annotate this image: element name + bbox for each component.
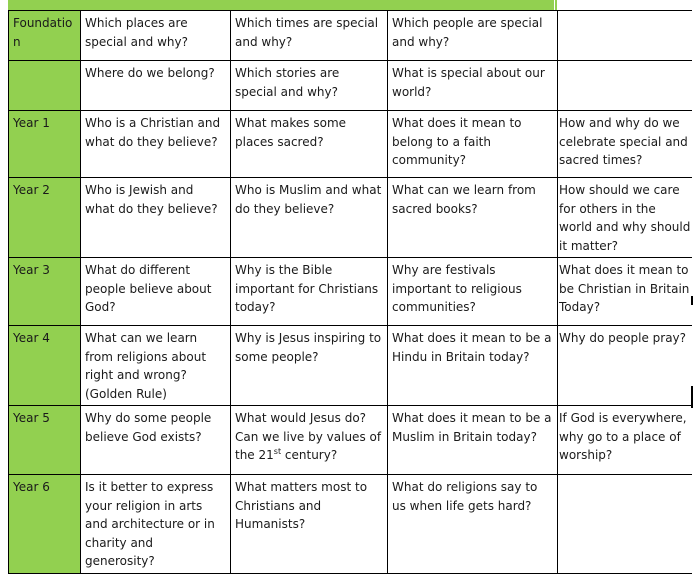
unit-question: How should we care for others in the world and why should it matter?: [558, 178, 692, 258]
unit-question: [231, 406, 388, 475]
unit-question: Why do some people believe God exists?: [81, 406, 231, 475]
curriculum-table: [8, 10, 692, 574]
year-label: Foundation: [9, 11, 81, 61]
unit-question-text-tail: century?: [281, 448, 338, 462]
unit-question: What can we learn from religions about right and wrong? (Golden Rule): [81, 326, 231, 406]
unit-question: How and why do we celebrate special and sacred times?: [558, 111, 692, 178]
table-row: [9, 11, 692, 61]
ordinal-suffix: st: [273, 447, 282, 456]
table-row: [9, 258, 692, 326]
unit-question: What does it mean to belong to a faith community?: [388, 111, 558, 178]
unit-question-text: What would Jesus do? Can we live by values of the 21: [235, 411, 382, 462]
unit-question: Why are festivals important to religious communities?: [388, 258, 558, 326]
unit-question: What matters most to Christians and Humanists?: [231, 475, 388, 574]
unit-question: Who is Jewish and what do they believe?: [81, 178, 231, 258]
unit-question: What does it mean to be a Muslim in Britain today?: [388, 406, 558, 475]
table-row: [9, 326, 692, 406]
year-label: Year 5: [9, 406, 81, 475]
unit-question: Which places are special and why?: [81, 11, 231, 61]
year-label: [9, 61, 81, 111]
year-label: Year 3: [9, 258, 81, 326]
unit-question: Why is the Bible important for Christians today?: [231, 258, 388, 326]
unit-question: Which people are special and why?: [388, 11, 558, 61]
table-row: [9, 406, 692, 475]
year-label: Year 4: [9, 326, 81, 406]
unit-question: Which stories are special and why?: [231, 61, 388, 111]
unit-question: Where do we belong?: [81, 61, 231, 111]
unit-question: What is special about our world?: [388, 61, 558, 111]
year-label: Year 1: [9, 111, 81, 178]
unit-question: What does it mean to be Christian in Britain Today?: [558, 258, 692, 326]
unit-question: What do religions say to us when life gets hard?: [388, 475, 558, 574]
unit-question: What do different people believe about God?: [81, 258, 231, 326]
unit-question: If God is everywhere, why go to a place of worship?: [558, 406, 692, 475]
table-row: [9, 61, 692, 111]
unit-question: What can we learn from sacred books?: [388, 178, 558, 258]
unit-question: Who is Muslim and what do they believe?: [231, 178, 388, 258]
unit-question: [558, 475, 692, 574]
header-row-strip-tail: [555, 0, 557, 10]
unit-question: Why is Jesus inspiring to some people?: [231, 326, 388, 406]
table-row: [9, 111, 692, 178]
unit-question: [558, 61, 692, 111]
unit-question: Why do people pray?: [558, 326, 692, 406]
unit-question: Who is a Christian and what do they believe?: [81, 111, 231, 178]
year-label: Year 2: [9, 178, 81, 258]
unit-question: What makes some places sacred?: [231, 111, 388, 178]
table-row: [9, 475, 692, 574]
unit-question: Which times are special and why?: [231, 11, 388, 61]
unit-question: Is it better to express your religion in arts and architecture or in charity and generosity?: [81, 475, 231, 574]
unit-question: What does it mean to be a Hindu in Britain today?: [388, 326, 558, 406]
unit-question: [558, 11, 692, 61]
table-row: [9, 178, 692, 258]
year-label: Year 6: [9, 475, 81, 574]
